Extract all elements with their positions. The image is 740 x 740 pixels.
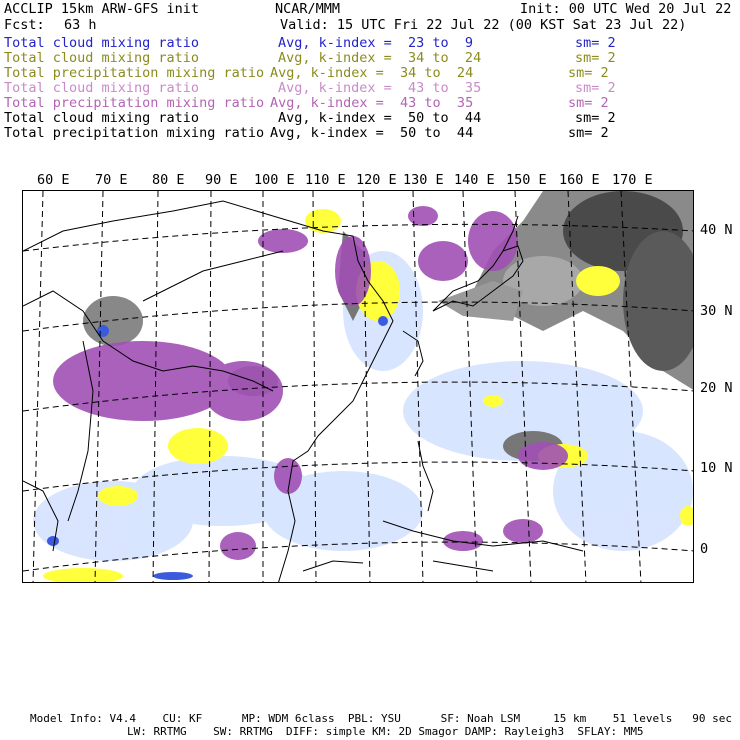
map-canvas xyxy=(23,191,694,583)
legend-sm: sm= 2 xyxy=(575,35,616,51)
valid-time: Valid: 15 UTC Fri 22 Jul 22 (00 KST Sat 23 Jul 22) xyxy=(280,17,687,33)
lon-label: 90 E xyxy=(205,172,238,188)
legend-avg: Avg, k-index = 43 to 35 xyxy=(270,95,474,111)
legend-avg: Avg, k-index = 50 to 44 xyxy=(270,125,474,141)
lon-label: 150 E xyxy=(506,172,547,188)
legend-sm: sm= 2 xyxy=(575,50,616,66)
legend-field: Total cloud mixing ratio xyxy=(4,35,200,51)
lat-label: 30 N xyxy=(700,303,733,319)
lon-label: 130 E xyxy=(403,172,444,188)
lon-label: 60 E xyxy=(37,172,70,188)
legend-sm: sm= 2 xyxy=(568,125,609,141)
lat-label: 0 xyxy=(700,541,709,557)
legend-avg: Avg, k-index = 50 to 44 xyxy=(278,110,482,126)
model-info-line2: LW: RRTMG SW: RRTMG DIFF: simple KM: 2D Smagor DAMP: Rayleigh3 SFLAY: MM5 xyxy=(127,725,644,738)
plot-title: ACCLIP 15km ARW-GFS init xyxy=(4,1,200,17)
legend-avg: Avg, k-index = 34 to 24 xyxy=(278,50,482,66)
legend-field: Total cloud mixing ratio xyxy=(4,110,200,126)
legend-avg: Avg, k-index = 43 to 35 xyxy=(278,80,482,96)
lon-label: 70 E xyxy=(95,172,128,188)
model-info-line1: Model Info: V4.4 CU: KF MP: WDM 6class PBL: YSU SF: Noah LSM 15 km 51 levels 90 sec xyxy=(30,712,732,725)
legend-avg: Avg, k-index = 34 to 24 xyxy=(270,65,474,81)
lat-label: 40 N xyxy=(700,222,733,238)
legend-field: Total precipitation mixing ratio xyxy=(4,95,265,111)
lat-label: 20 N xyxy=(700,380,733,396)
legend-field: Total precipitation mixing ratio xyxy=(4,65,265,81)
forecast-label: Fcst: xyxy=(4,17,45,33)
legend-field: Total precipitation mixing ratio xyxy=(4,125,265,141)
legend-avg: Avg, k-index = 23 to 9 xyxy=(278,35,474,51)
legend-field: Total cloud mixing ratio xyxy=(4,50,200,66)
map-panel xyxy=(22,190,694,583)
lon-label: 160 E xyxy=(559,172,600,188)
legend-sm: sm= 2 xyxy=(575,110,616,126)
lon-label: 80 E xyxy=(152,172,185,188)
legend-field: Total cloud mixing ratio xyxy=(4,80,200,96)
lat-label: 10 N xyxy=(700,460,733,476)
lon-label: 140 E xyxy=(454,172,495,188)
lon-label: 100 E xyxy=(254,172,295,188)
legend-sm: sm= 2 xyxy=(568,95,609,111)
org-label: NCAR/MMM xyxy=(275,1,341,17)
lon-label: 110 E xyxy=(305,172,346,188)
lon-label: 170 E xyxy=(612,172,653,188)
init-time: Init: 00 UTC Wed 20 Jul 22 xyxy=(520,1,732,17)
legend-sm: sm= 2 xyxy=(575,80,616,96)
legend-sm: sm= 2 xyxy=(568,65,609,81)
forecast-hour: 63 h xyxy=(64,17,97,33)
lon-label: 120 E xyxy=(356,172,397,188)
